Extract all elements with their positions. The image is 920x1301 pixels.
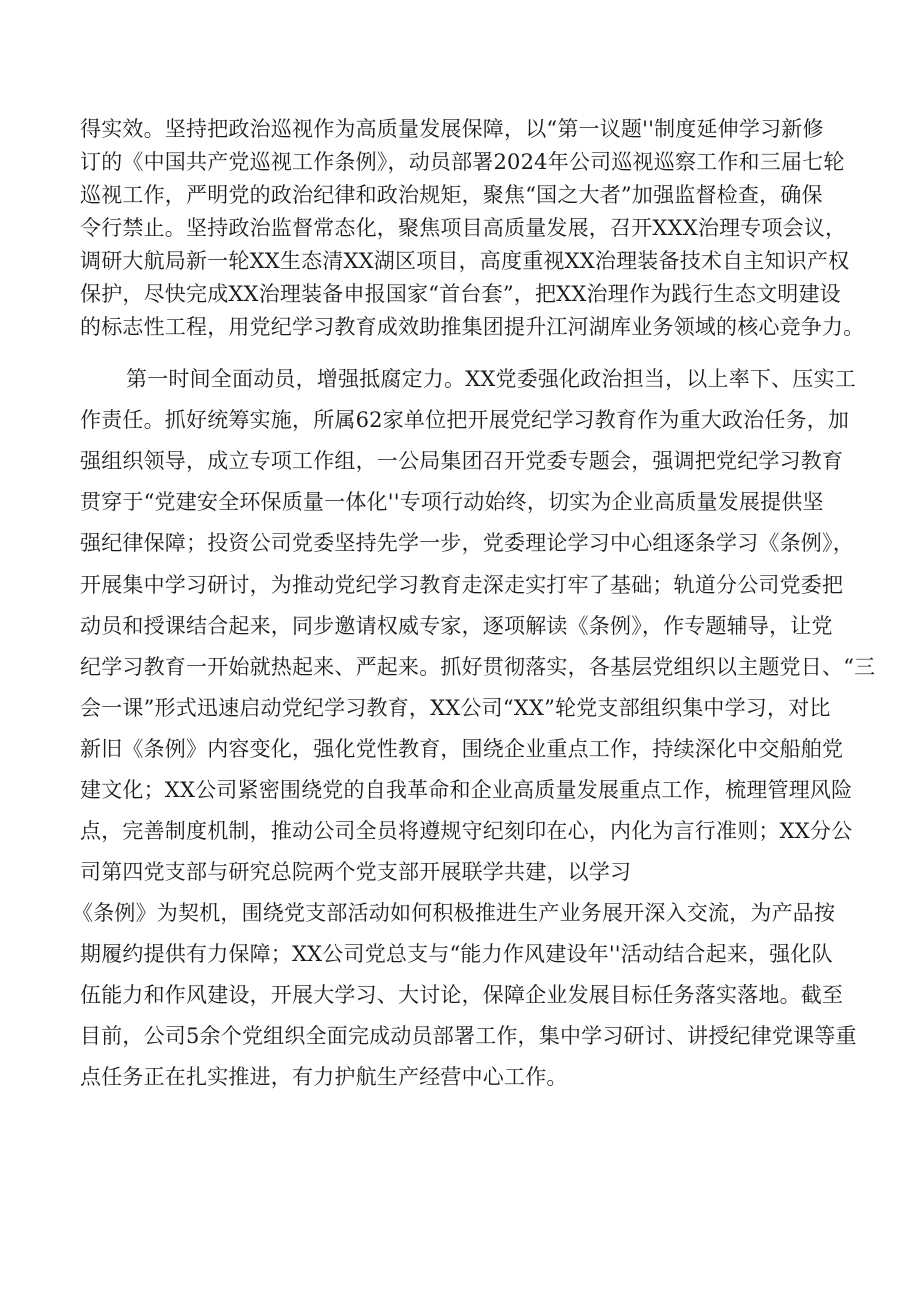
- text-line: 点任务正在扎实推进，有力护航生产经营中心工作。: [80, 1065, 568, 1089]
- text-line: 得实效。坚持把政治巡视作为高质量发展保障，以“第一议题''制度延伸学习新修: [80, 117, 824, 141]
- text-line: 动员和授课结合起来，同步邀请权威专家，逐项解读《条例》，作专题辅导，让党: [80, 614, 833, 638]
- text-line: 第一时间全面动员，增强抵腐定力。XX党委强化政治担当，以上率下、压实工: [126, 367, 856, 391]
- text-line: 纪学习教育一开始就热起来、严起来。抓好贯彻落实，各基层党组织以主题党日、“三: [80, 655, 876, 679]
- text-line: 调研大航局新一轮XX生态清XX湖区项目，高度重视XX治理装备技术自主知识产权: [80, 249, 850, 273]
- text-line: 会一课”形式迅速启动党纪学习教育，XX公司“XX”轮党支部组织集中学习，对比: [80, 696, 831, 720]
- text-line: 新旧《条例》内容变化，强化党性教育，围绕企业重点工作，持续深化中交船舶党: [80, 737, 844, 761]
- text-line: 开展集中学习研讨，为推动党纪学习教育走深走实打牢了基础；轨道分公司党委把: [80, 573, 844, 597]
- text-line: 令行禁止。坚持政治监督常态化，聚焦项目高质量发展，召开XXX治理专项会议，: [80, 216, 847, 240]
- text-line: 订的《中国共产党巡视工作条例》，动员部署2024年公司巡视巡察工作和三届七轮: [80, 150, 845, 174]
- text-line: 点，完善制度机制，推动公司全员将遵规守纪刻印在心，内化为言行准则；XX分公: [80, 819, 853, 843]
- text-line: 目前，公司5余个党组织全面完成动员部署工作，集中学习研讨、讲授纪律党课等重: [80, 1024, 857, 1048]
- text-line: 强纪律保障；投资公司党委坚持先学一步，党委理论学习中心组逐条学习《条例》，: [80, 531, 854, 555]
- text-line: 贯穿于“党建安全环保质量一体化''专项行动始终，切实为企业高质量发展提供坚: [80, 490, 824, 514]
- text-line: 巡视工作，严明党的政治纪律和政治规矩，聚焦“国之大者”加强监督检查，确保: [80, 183, 823, 207]
- text-line: 保护，尽快完成XX治理装备申报国家“首台套”，把XX治理作为践行生态文明建设: [80, 282, 841, 306]
- text-line: 作责任。抓好统筹实施，所属62家单位把开展党纪学习教育作为重大政治任务，加: [80, 408, 850, 432]
- text-line: 伍能力和作风建设，开展大学习、大讨论，保障企业发展目标任务落实落地。截至: [80, 983, 844, 1007]
- text-line: 建文化；XX公司紧密围绕党的自我革命和企业高质量发展重点工作，梳理管理风险: [80, 778, 853, 802]
- text-line: 的标志性工程，用党纪学习教育成效助推集团提升江河湖库业务领域的核心竞争力。: [80, 315, 865, 339]
- text-line: 期履约提供有力保障；XX公司党总支与“能力作风建设年''活动结合起来，强化队: [80, 942, 833, 966]
- text-line: 强组织领导，成立专项工作组，一公局集团召开党委专题会，强调把党纪学习教育: [80, 449, 844, 473]
- text-line: 《条例》为契机，围绕党支部活动如何积极推进生产业务展开深入交流，为产品按: [72, 901, 836, 925]
- text-line: 司第四党支部与研究总院两个党支部开展联学共建，以学习: [80, 860, 632, 884]
